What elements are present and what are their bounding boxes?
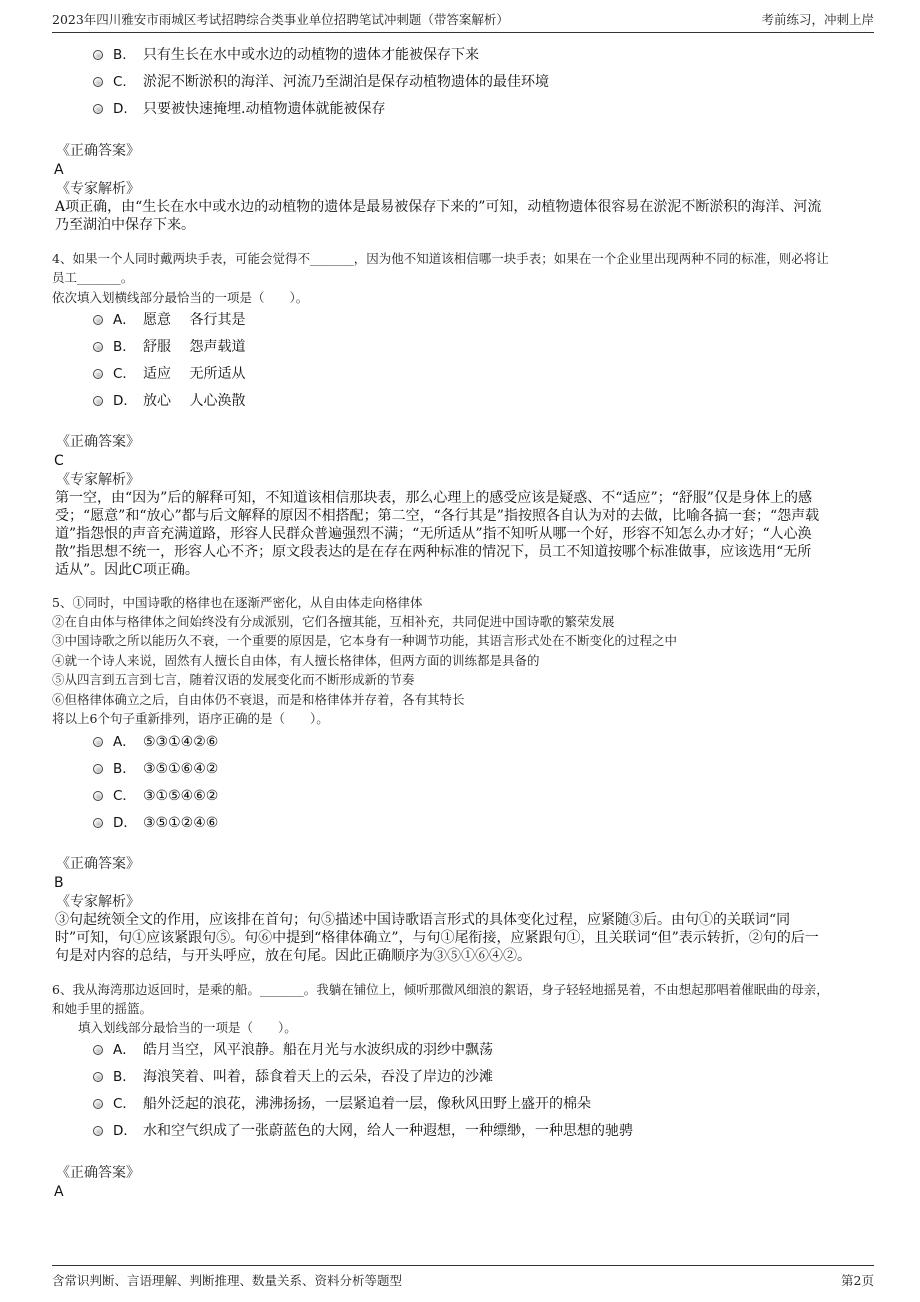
q5-stem-line: 5、①同时，中国诗歌的格律也在逐渐严密化，从自由体走向格律体 xyxy=(52,595,423,610)
q6-stem-line: 和她手里的摇篮。 xyxy=(52,1001,153,1016)
q5-stem-line: ④就一个诗人来说，固然有人擅长自由体，有人擅长格律体，但两方面的训练都是具备的 xyxy=(52,653,540,668)
radio-button[interactable] xyxy=(93,764,103,774)
q3-analysis-line: A项正确，由“生长在水中或水边的动植物的遗体是最易被保存下来的”可知，动植物遗体很容易在淤泥不断淤积的海洋、河流 xyxy=(55,199,822,215)
page-footer xyxy=(52,1265,874,1292)
q3-answer: A xyxy=(54,162,64,178)
radio-button[interactable] xyxy=(93,77,103,87)
radio-button[interactable] xyxy=(93,1126,103,1136)
q5-stem-line: ③中国诗歌之所以能历久不衰，一个重要的原因是，它本身有一种调节功能，其语言形式处在不断变化的过程之中 xyxy=(52,633,678,648)
radio-button[interactable] xyxy=(93,104,103,114)
q5-analysis-line: 时”可知，句①应该紧跟句⑤。句⑥中提到“格律体确立”，与句①尾衔接，应紧跟句①，且关联词“但”表示转折，②句的后一 xyxy=(55,930,819,946)
radio-button[interactable] xyxy=(93,396,103,406)
q4-analysis-line: 适从”。因此C项正确。 xyxy=(55,562,199,578)
q4-stem-line: 员工_______。 xyxy=(52,270,134,285)
radio-button[interactable] xyxy=(93,791,103,801)
radio-button[interactable] xyxy=(93,1072,103,1082)
q3-analysis-line: 乃至湖泊中保存下来。 xyxy=(55,217,195,233)
q5-analysis-line: 句是对内容的总结，与开头呼应，放在句尾。因此正确顺序为③⑤①⑥④②。 xyxy=(55,948,531,964)
q5-answer: B xyxy=(54,875,64,891)
q6-answer: A xyxy=(54,1184,64,1200)
q6-stem-line: 6、我从海湾那边返回时，是乘的船。_______。我躺在铺位上，倾听那微风细浪的絮语，身子轻轻地摇晃着，不由想起那唱着催眠曲的母亲， xyxy=(52,982,829,997)
q6-answer-label: 《正确答案》 xyxy=(56,1165,140,1181)
q5-stem-line: ⑤从四言到五言到七言，随着汉语的发展变化而不断形成新的节奏 xyxy=(52,672,415,687)
page-number: 第2页 xyxy=(841,1273,874,1288)
q5-stem-line: 将以上6个句子重新排列，语序正确的是（ ）。 xyxy=(52,711,329,726)
q5-stem-line: ⑥但格律体确立之后，自由体仍不衰退，而是和格律体并存着，各有其特长 xyxy=(52,692,465,707)
q3-answer-label: 《正确答案》 xyxy=(56,143,140,159)
q4-answer-label: 《正确答案》 xyxy=(56,434,140,450)
header-slogan: 考前练习，冲刺上岸 xyxy=(761,12,874,27)
q4-answer: C xyxy=(54,453,64,469)
q4-analysis-label: 《专家解析》 xyxy=(56,472,140,488)
q3-analysis-label: 《专家解析》 xyxy=(56,181,140,197)
document-title: 2023年四川雅安市雨城区考试招聘综合类事业单位招聘笔试冲刺题（带答案解析） xyxy=(52,12,509,27)
q4-analysis-line: 受；“愿意”和“放心”都与后文解释的原因不相搭配；第二空，“各行其是”指按照各自认为对的去做，比喻各搞一套；“怨声载 xyxy=(55,508,820,524)
q6-stem-line: 填入划线部分最恰当的一项是（ ）。 xyxy=(78,1020,297,1035)
radio-button[interactable] xyxy=(93,1045,103,1055)
q4-stem-line: 依次填入划横线部分最恰当的一项是（ ）。 xyxy=(52,290,309,305)
radio-button[interactable] xyxy=(93,369,103,379)
q5-stem-line: ②在自由体与格律体之间始终没有分成派别，它们各擅其能，互相补充，共同促进中国诗歌的繁荣发展 xyxy=(52,614,615,629)
q4-stem-line: 4、如果一个人同时戴两块手表，可能会觉得不_______，因为他不知道该相信哪一块手表；如果在一个企业里出现两种不同的标准，则必将让 xyxy=(52,251,829,266)
radio-button[interactable] xyxy=(93,342,103,352)
q5-answer-label: 《正确答案》 xyxy=(56,856,140,872)
page-header xyxy=(52,8,874,33)
q5-analysis-label: 《专家解析》 xyxy=(56,894,140,910)
q4-analysis-line: 散”指思想不统一，形容人心不齐；原文段表达的是在存在两种标准的情况下，员工不知道按哪个标准做事，应该选用“无所 xyxy=(55,544,812,560)
radio-button[interactable] xyxy=(93,1099,103,1109)
q4-analysis-line: 第一空，由“因为”后的解释可知，不知道该相信那块表，那么心理上的感受应该是疑惑、不“适应”；“舒服”仅是身体上的感 xyxy=(55,490,812,506)
radio-button[interactable] xyxy=(93,737,103,747)
radio-button[interactable] xyxy=(93,818,103,828)
radio-button[interactable] xyxy=(93,50,103,60)
footer-subjects: 含常识判断、言语理解、判断推理、数量关系、资料分析等题型 xyxy=(52,1273,403,1288)
q4-analysis-line: 道”指怨恨的声音充满道路，形容人民群众普遍强烈不满；“无所适从”指不知听从哪一个好，形容不知怎么办才好；“人心涣 xyxy=(55,526,812,542)
radio-button[interactable] xyxy=(93,315,103,325)
q5-analysis-line: ③句起统领全文的作用，应该排在首句；句⑤描述中国诗歌语言形式的具体变化过程，应紧随③后。由句①的关联词“同 xyxy=(55,912,791,928)
